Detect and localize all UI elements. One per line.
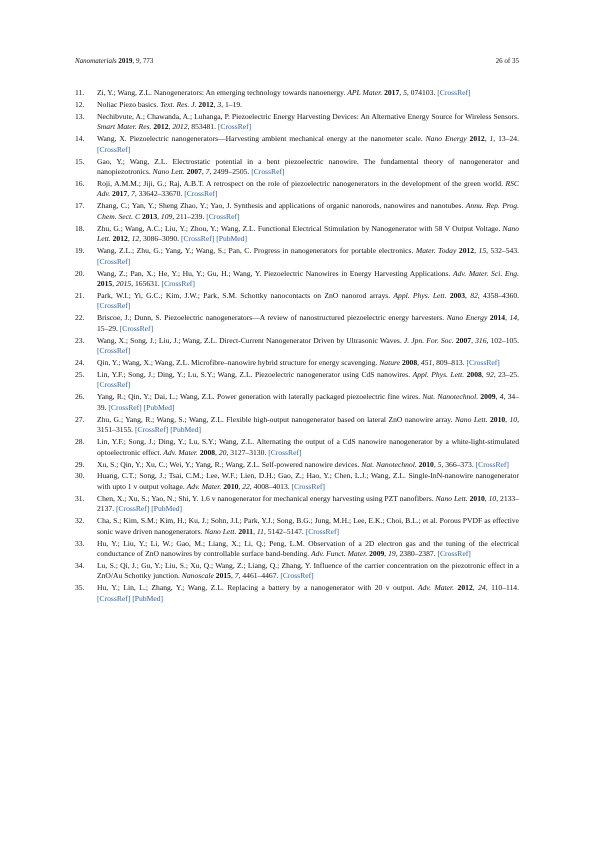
reference-item [75, 291, 519, 312]
reference-segment: , [472, 583, 479, 593]
crossref-link[interactable]: [CrossRef] [97, 256, 131, 266]
crossref-link[interactable]: [CrossRef] [97, 380, 131, 390]
reference-year: 2017 [384, 88, 400, 97]
reference-segment: Hu, Y.; Liu, Y.; Li, W.; Gao, M.; Liang, X.; Li, Q.; Peng, L.M. Observation of a 2D electron gas and the tuning of the electrical conductance of ZnO nanowires by controllable surface band-bending. [97, 538, 519, 559]
reference-segment: Nechibvute, A.; Chawanda, A.; Luhanga, P. Piezoelectric Energy Harvesting Devices: An Alternative Energy Source for Wireless Sensors. [97, 111, 519, 121]
reference-segment: , 074103. [406, 88, 438, 97]
reference-number: 21. [75, 290, 85, 300]
reference-segment: Park, W.I.; Yi, G.C.; Kim, J.W.; Park, S.M. Schottky nanocontacts on ZnO nanorod arrays. [97, 290, 394, 300]
reference-italic: Nano Energy [425, 134, 467, 144]
reference-italic: 92 [486, 369, 494, 379]
reference-number: 24. [75, 358, 85, 368]
pubmed-link[interactable]: [PubMed] [170, 425, 201, 435]
reference-number: 27. [75, 414, 85, 424]
crossref-link[interactable]: [CrossRef] [115, 504, 150, 514]
pubmed-link[interactable]: [PubMed] [151, 504, 183, 514]
reference-number: 31. [75, 493, 85, 503]
reference-italic: 316 [475, 335, 487, 345]
reference-number: 35. [75, 583, 85, 593]
crossref-link[interactable]: [CrossRef] [184, 189, 218, 199]
crossref-link[interactable]: [CrossRef] [437, 88, 471, 97]
reference-segment: , [157, 211, 161, 221]
reference-year: 2010 [469, 493, 485, 503]
reference-segment: , [127, 234, 132, 244]
reference-text [97, 201, 519, 222]
reference-italic: RSC Adv. [97, 178, 519, 199]
reference-item [75, 134, 519, 155]
reference-text [97, 134, 519, 155]
reference-italic: 5 [437, 459, 442, 469]
reference-item [75, 460, 519, 471]
crossref-link[interactable]: [CrossRef] [97, 346, 131, 356]
reference-item [75, 415, 519, 436]
reference-segment: Roji, A.M.M.; Jiji, G.; Raj, A.B.T. A retrospect on the role of piezoelectric nanogenerators in the development of the green world. [97, 178, 506, 188]
reference-segment: , 853481. [187, 122, 218, 132]
reference-segment: , 23–25. [493, 369, 519, 379]
journal-volume: 9 [135, 57, 140, 65]
reference-segment: , [215, 447, 219, 457]
reference-number: 22. [75, 313, 85, 323]
crossref-link[interactable]: [CrossRef] [161, 279, 195, 289]
reference-segment: , 2380–2387. [395, 549, 438, 559]
reference-item [75, 516, 519, 537]
reference-segment: , [127, 189, 132, 199]
reference-item [75, 370, 519, 391]
reference-italic: Nat. Nanotechnol. [422, 392, 479, 402]
crossref-link[interactable]: [CrossRef] [97, 144, 131, 154]
reference-segment: , [495, 392, 500, 402]
reference-italic: 7 [234, 571, 239, 581]
reference-italic: 4 [499, 392, 504, 402]
reference-item [75, 471, 519, 492]
reference-italic: 24 [478, 583, 486, 593]
reference-segment: , [505, 414, 510, 424]
reference-segment: Huang, C.T.; Song, J.; Tsai, C.M.; Lee, W.F.; Lien, D.H.; Gao, Z.; Hao, Y.; Chen, L.J.; Wang, Z.L. Single-InN-nanowire nanogenerator with upto 1 v output voltage. [97, 471, 519, 491]
reference-segment: , [417, 358, 421, 368]
reference-segment: , [433, 459, 438, 469]
reference-item [75, 336, 519, 357]
reference-text [97, 437, 519, 458]
reference-segment: , 4008–4013. [249, 481, 292, 491]
reference-number: 30. [75, 471, 85, 481]
crossref-link[interactable]: [CrossRef] [466, 358, 500, 368]
reference-segment: , [505, 313, 510, 323]
reference-text [97, 561, 519, 582]
reference-italic: 19 [388, 549, 396, 559]
reference-segment: , [481, 369, 487, 379]
reference-segment: Chen, X.; Xu, S.; Yao, N.; Shi, Y. 1.6 v nanogenerator for mechanical energy harvesting using PZT nanofibers. [97, 493, 436, 503]
reference-year: 2010 [418, 459, 434, 469]
reference-segment: Cha, S.; Kim, S.M.; Kim, H.; Ku, J.; Sohn, J.I.; Park, Y.J.; Song, B.G.; Jung, M.H.; Lee, E.K.; Choi, B.L.; et al. Porous PVDF as effective sonic wave driven nanogenerators. [97, 516, 519, 536]
reference-item [75, 561, 519, 582]
reference-segment: , [253, 526, 257, 536]
reference-number: 34. [75, 560, 85, 570]
reference-italic: Nano Lett. [97, 223, 519, 244]
reference-segment: , 2499–2505. [209, 167, 252, 177]
crossref-link[interactable]: [CrossRef] [97, 593, 131, 603]
reference-year: 2007 [455, 335, 472, 345]
reference-item [75, 201, 519, 222]
reference-year: 2009 [480, 392, 496, 402]
reference-segment: , 3127–3130. [226, 447, 269, 457]
reference-text [97, 179, 519, 200]
reference-item [75, 112, 519, 133]
reference-italic: 15 [478, 246, 487, 256]
reference-year: 2007 [186, 167, 202, 177]
reference-segment: Briscoe, J.; Dunn, S. Piezoelectric nanogenerators—A review of nanostructured piezoelectric energy harvesters. [97, 313, 447, 323]
reference-item [75, 494, 519, 515]
reference-year: 2003 [449, 290, 466, 300]
reference-italic: 14 [509, 313, 518, 323]
reference-italic: 2015 [115, 279, 132, 289]
crossref-link[interactable]: [CrossRef] [305, 526, 340, 536]
reference-year: 2011 [238, 526, 254, 536]
journal-name: Nanomaterials [75, 57, 117, 65]
reference-year: 2012 [112, 234, 128, 244]
reference-year: 2015 [97, 279, 113, 289]
reference-year: 2008 [401, 358, 418, 368]
reference-italic: Adv. Mater. Sci. Eng. [453, 268, 519, 278]
reference-segment: , 165631. [131, 279, 162, 289]
reference-item [75, 179, 519, 200]
reference-italic: Appl. Phys. Lett. [412, 369, 465, 379]
reference-italic: Adv. Mater. [417, 583, 455, 593]
crossref-link[interactable]: [CrossRef] [280, 571, 314, 581]
reference-italic: 22 [242, 481, 250, 491]
reference-italic: Nano Lett. [152, 167, 185, 177]
reference-text [97, 224, 519, 245]
reference-segment: , 33642–33670. [134, 189, 185, 199]
reference-year: 2012 [457, 583, 473, 593]
reference-segment: Xu, S.; Qin, Y.; Xu, C.; Wei, Y.; Yang, R.; Wang, Z.L. Self-powered nanowire devices. [97, 459, 362, 469]
crossref-link[interactable]: [CrossRef] [206, 211, 240, 221]
journal-year: 2019 [118, 57, 133, 65]
reference-italic: J. Jpn. For. Soc. [403, 335, 454, 345]
reference-segment: Noliac Piezo basics. [97, 99, 161, 109]
reference-segment: Lu, S.; Qi, J.; Gu, Y.; Liu, S.; Xu, Q.; Wang, Z.; Liang, Q.; Zhang, Y. Influence of the carrier concentration on the piezotronic effect in a ZnO/Au Schottky junction. [97, 560, 519, 581]
reference-italic: Nano Energy [446, 313, 488, 323]
reference-text [97, 112, 519, 133]
reference-text [97, 157, 519, 178]
reference-segment: , 13–24. [493, 134, 519, 144]
reference-segment: , [474, 246, 479, 256]
reference-year: 2014 [489, 313, 506, 323]
reference-italic: 451 [420, 358, 433, 368]
reference-item [75, 88, 519, 99]
reference-segment: Gao, Y.; Wang, Z.L. Electrostatic potential in a bent piezoelectric nanowire. The fundamental theory of nanogenerator and nanopiezotronics. [97, 156, 519, 177]
reference-segment: , 15–29. [97, 313, 520, 333]
reference-italic: 11 [256, 526, 264, 536]
reference-number: 26. [75, 392, 85, 402]
reference-segment: , 3086–3090. [139, 234, 181, 244]
reference-item [75, 269, 519, 290]
reference-segment: , 4461–4467. [238, 571, 281, 581]
reference-italic: 10 [488, 493, 497, 503]
reference-italic: APL Mater. [347, 88, 383, 97]
crossref-link[interactable]: [CrossRef] [268, 447, 302, 457]
reference-year: 2013 [141, 211, 158, 221]
reference-number: 13. [75, 111, 85, 121]
reference-item [75, 313, 519, 334]
reference-year: 2010 [489, 414, 506, 424]
reference-item [75, 100, 519, 111]
reference-segment: Lin, Y.F.; Song, J.; Ding, Y.; Lu, S.Y.; Wang, Z.L. Piezoelectric nanogenerator using CdS nanowires. [97, 369, 413, 379]
reference-italic: 7 [205, 167, 210, 177]
reference-segment: , 809–813. [432, 358, 467, 368]
reference-segment: Zhang, C.; Yan, Y.; Sheng Zhao, Y.; Yao, J. Synthesis and applications of organic nanorods, nanowires and nanotubes. [97, 201, 466, 211]
reference-number: 15. [75, 156, 85, 166]
reference-italic: 82 [470, 290, 478, 300]
reference-item [75, 539, 519, 560]
reference-text [97, 370, 519, 391]
reference-text [97, 313, 519, 334]
reference-segment: , 2133–2137. [97, 493, 520, 514]
reference-segment: , [471, 335, 476, 345]
reference-italic: 109 [160, 211, 173, 221]
reference-italic: 5 [403, 88, 407, 97]
reference-segment: , [484, 134, 490, 144]
reference-segment: Zi, Y.; Wang, Z.L. Nanogenerators: An emerging technology towards nanoenergy. [97, 88, 348, 97]
reference-segment: , [238, 481, 243, 491]
reference-year: 2009 [369, 549, 385, 559]
reference-segment: , [112, 279, 116, 289]
reference-year: 2012 [469, 134, 485, 144]
reference-segment: , [465, 290, 471, 300]
reference-text [97, 291, 519, 312]
reference-segment: , 102–105. [486, 335, 519, 345]
reference-text [97, 100, 519, 111]
crossref-link[interactable]: [CrossRef] [217, 122, 252, 132]
pubmed-link[interactable]: [PubMed] [132, 593, 164, 603]
journal-citation: Nanomaterials 2019, 9, 773 [75, 57, 154, 65]
reference-segment: , [399, 88, 404, 97]
page-number: 26 of 35 [495, 57, 519, 65]
reference-segment: , 5142–5147. [263, 526, 306, 536]
reference-text [97, 336, 519, 357]
reference-segment: Qin, Y.; Wang, X.; Wang, Z.L. Microfibre–nanowire hybrid structure for energy scavenging. [97, 358, 380, 368]
reference-item [75, 583, 519, 604]
reference-segment: , 1–19. [221, 99, 243, 109]
crossref-link[interactable]: [CrossRef] [119, 323, 154, 333]
reference-item [75, 392, 519, 413]
reference-number: 12. [75, 99, 85, 109]
reference-text [97, 88, 519, 99]
reference-item [75, 157, 519, 178]
reference-segment: , 34–39. [97, 392, 520, 412]
crossref-link[interactable]: [CrossRef] [475, 459, 509, 469]
reference-italic: Adv. Mater. [186, 481, 222, 491]
reference-year: 2012 [458, 246, 475, 256]
reference-segment: Wang, Z.; Pan, X.; He, Y.; Hu, Y.; Gu, H.; Wang, Y. Piezoelectric Nanowires in Energy Harvesting Applications. [97, 268, 454, 278]
reference-number: 19. [75, 246, 85, 256]
reference-italic: Appl. Phys. Lett. [393, 290, 447, 300]
crossref-link[interactable]: [CrossRef] [291, 481, 325, 491]
reference-segment: , [230, 571, 235, 581]
reference-number: 14. [75, 134, 85, 144]
reference-segment: , 110–114. [485, 583, 520, 593]
reference-italic: 3 [217, 99, 222, 109]
reference-number: 18. [75, 223, 85, 233]
reference-italic: Nano Lett. [454, 414, 488, 424]
crossref-link[interactable]: [CrossRef] [97, 301, 131, 311]
reference-italic: Adv. Funct. Mater. [311, 549, 368, 559]
reference-number: 32. [75, 516, 85, 526]
reference-number: 23. [75, 335, 85, 345]
reference-italic: Nano Lett. [435, 493, 468, 503]
reference-segment: , 211–239. [172, 211, 207, 221]
reference-text [97, 516, 519, 537]
reference-item [75, 358, 519, 369]
reference-segment: Wang, X.; Song, J.; Liu, J.; Wang, Z.L. Direct-Current Nanogenerator Driven by Ultrasonic Waves. [97, 335, 404, 345]
reference-italic: Text. Res. J. [160, 99, 197, 109]
reference-segment: Yang, R.; Qin, Y.; Dai, L.; Wang, Z.L. Power generation with laterally packaged piezoelectric fine wires. [97, 392, 423, 402]
reference-segment: Lin, Y.F.; Song, J.; Ding, Y.; Lu, S.Y.; Wang, Z.L. Alternating the output of a CdS nanowire nanogenerator by a white-light-stimulated optoelectronic effect. [97, 437, 519, 457]
reference-year: 2008 [199, 447, 216, 457]
reference-italic: Nano Lett. [204, 526, 237, 536]
reference-italic: Nat. Nanotechnol. [361, 459, 417, 469]
reference-item [75, 224, 519, 245]
reference-italic: Annu. Rep. Prog. Chem. Sect. C [97, 201, 520, 221]
reference-number: 20. [75, 268, 85, 278]
reference-italic: 2012 [172, 122, 188, 132]
reference-number: 17. [75, 201, 85, 211]
reference-text [97, 269, 519, 290]
reference-italic: 10 [509, 414, 518, 424]
reference-segment: , [213, 99, 218, 109]
reference-text [97, 392, 519, 413]
reference-year: 2015 [215, 571, 231, 581]
reference-number: 16. [75, 178, 85, 188]
reference-year: 2010 [223, 481, 239, 491]
journal-article: , 773 [139, 57, 154, 65]
crossref-link[interactable]: [CrossRef] [437, 549, 471, 559]
reference-year: 2008 [466, 369, 482, 379]
reference-segment: , 3151–3155. [97, 414, 519, 435]
reference-number: 25. [75, 369, 85, 379]
reference-text [97, 246, 519, 267]
reference-segment: Wang, Z.L.; Zhu, G.; Yang, Y.; Wang, S.; Pan, C. Progress in nanogenerators for portable electronics. [97, 246, 416, 256]
reference-segment: , [384, 549, 389, 559]
crossref-link[interactable]: [CrossRef] [251, 167, 285, 177]
pubmed-link[interactable]: [PubMed] [216, 234, 247, 244]
crossref-link[interactable]: [CrossRef] [180, 234, 215, 244]
crossref-link[interactable]: [CrossRef] [108, 402, 142, 412]
reference-text [97, 415, 519, 436]
reference-segment: Zhu, G.; Wang, A.C.; Liu, Y.; Zhou, Y.; Wang, Z.L. Functional Electrical Stimulation by Nanogenerator with 58 V Output Voltage. [97, 223, 503, 233]
reference-year: 2012 [153, 122, 169, 132]
reference-number: 28. [75, 437, 85, 447]
reference-year: 2012 [198, 99, 214, 109]
reference-segment: , [168, 122, 173, 132]
reference-italic: Nature [379, 358, 401, 368]
reference-segment: , 532–543. [486, 246, 520, 256]
reference-text [97, 358, 519, 369]
reference-list [75, 88, 519, 606]
reference-italic: Mater. Today [415, 246, 457, 256]
reference-text [97, 471, 519, 492]
reference-segment: Hu, Y.; Lin, L.; Zhang, Y.; Wang, Z.L. Replacing a battery by a nanogenerator with 20 v output. [97, 583, 418, 593]
reference-italic: 20 [218, 447, 227, 457]
reference-segment: , 366–373. [441, 459, 476, 469]
reference-italic: 7 [131, 189, 135, 199]
reference-italic: 12 [131, 234, 140, 244]
crossref-link[interactable]: [CrossRef] [134, 425, 169, 435]
reference-segment: , [201, 167, 206, 177]
reference-italic: Nanoscale [181, 571, 214, 581]
reference-number: 11. [75, 88, 85, 97]
reference-text [97, 539, 519, 560]
reference-text [97, 494, 519, 515]
reference-number: 29. [75, 459, 85, 469]
reference-segment: Zhu, G.; Yang, R.; Wang, S.; Wang, Z.L. Flexible high-output nanogenerator based on lateral ZnO nanowire array. [97, 414, 455, 424]
reference-segment: , 4358–4360. [477, 290, 520, 300]
reference-text [97, 583, 519, 604]
reference-segment: Wang, X. Piezoelectric nanogenerators—Harvesting ambient mechanical energy at the nanometer scale. [97, 134, 426, 144]
reference-item [75, 437, 519, 458]
reference-segment: , [484, 493, 489, 503]
reference-italic: Smart Mater. Res. [97, 122, 152, 132]
reference-year: 2017 [112, 189, 128, 199]
reference-italic: 1 [489, 134, 494, 144]
pubmed-link[interactable]: [PubMed] [143, 402, 175, 412]
reference-number: 33. [75, 538, 85, 548]
reference-italic: Adv. Mater. [163, 447, 198, 457]
reference-text [97, 460, 519, 471]
reference-item [75, 246, 519, 267]
